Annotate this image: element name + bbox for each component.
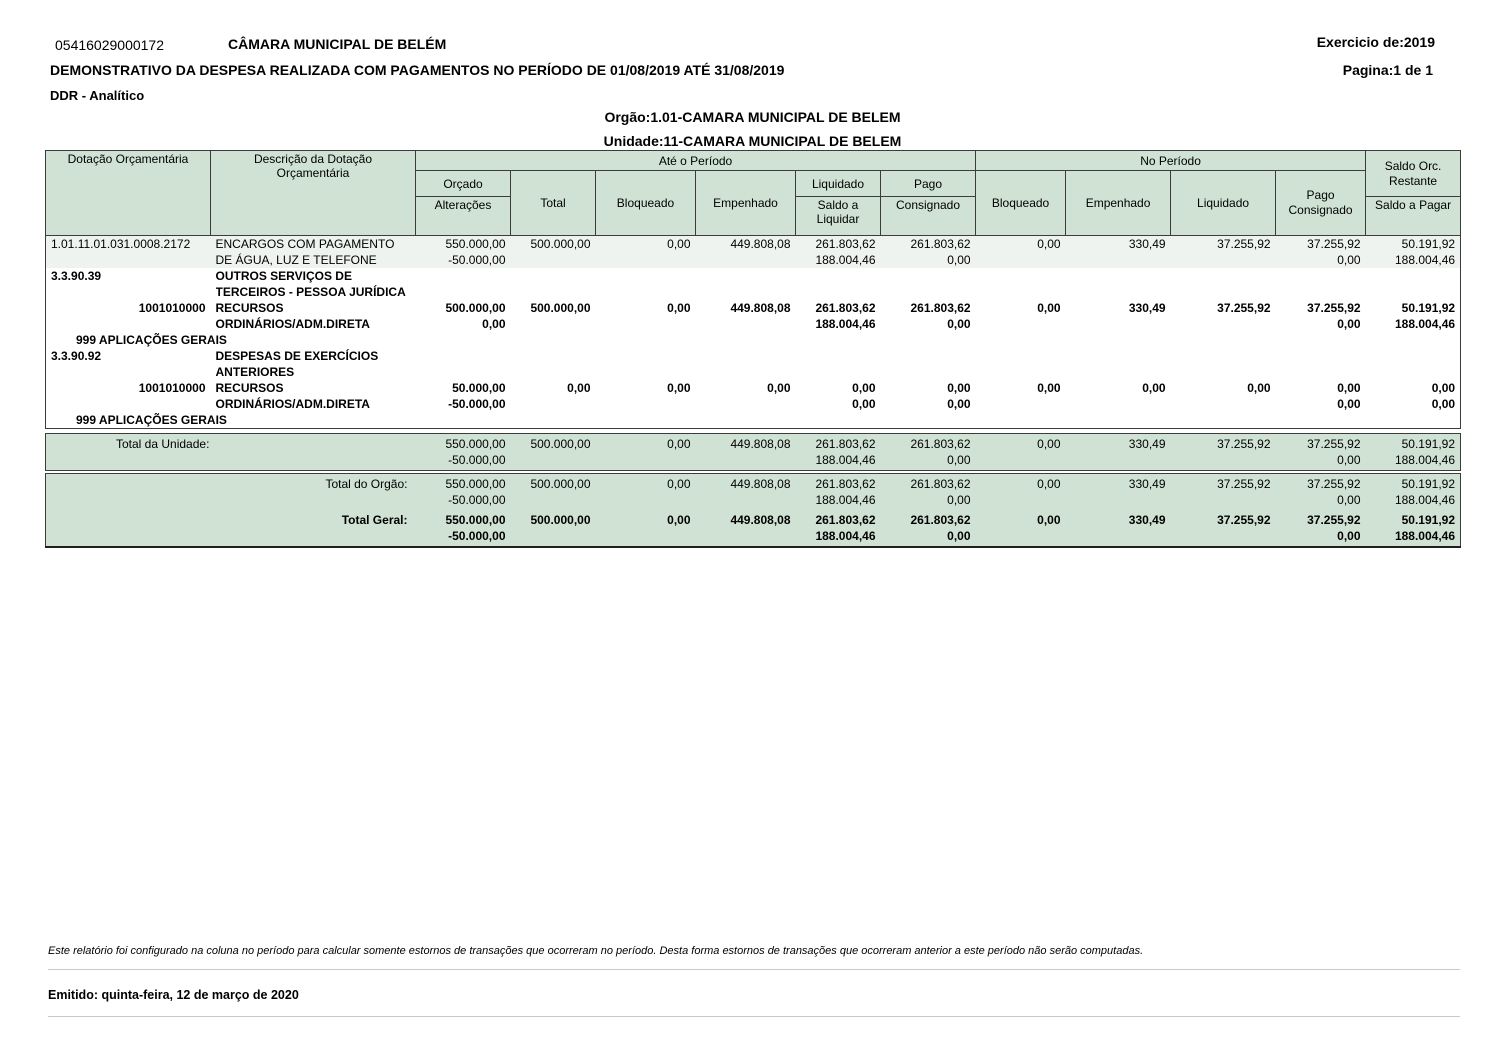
cell-bloqueado-no: 0,00 [1037, 237, 1061, 251]
totals-block-1 [46, 434, 1461, 471]
cell-empenhado-no: 330,49 [1128, 513, 1166, 527]
col-header-liquidado-no: Liquidado [1171, 171, 1276, 236]
cell-empenhado-ate: 0,00 [767, 381, 791, 395]
cell-bloqueado-ate: 0,00 [667, 237, 691, 251]
cell-liquidado-no: 37.255,92 [1217, 477, 1271, 491]
cell-empenhado-no: 330,49 [1128, 301, 1166, 315]
cell-orcado-alteracoes: 550.000,00 -50.000,00 [445, 237, 506, 267]
cell-liquidado-no: 0,00 [1247, 381, 1271, 395]
total-label: Total da Unidade: [116, 437, 210, 451]
document-number: 05416029000172 [55, 37, 165, 53]
cell-orcado-alteracoes [416, 332, 511, 348]
cell-total [511, 348, 596, 380]
cell-total [511, 412, 596, 429]
cell-pago-no: 37.255,92 0,00 [1307, 301, 1361, 331]
cell-liquidado-ate: 261.803,62 188.004,46 [815, 237, 876, 267]
orgao-line: Orgão:1.01-CAMARA MUNICIPAL DE BELEM [604, 109, 901, 125]
col-header-total: Total [511, 171, 596, 236]
cell-saldo-restante: 50.191,92 188.004,46 [1395, 237, 1456, 267]
cell-pago-no: 37.255,92 0,00 [1307, 237, 1361, 267]
cell-orcado-alteracoes: 550.000,00 -50.000,00 [445, 513, 506, 543]
row-description: RECURSOS ORDINÁRIOS/ADM.DIRETA [215, 301, 370, 331]
cell-liquidado-ate [796, 412, 881, 429]
cell-orcado-alteracoes [416, 348, 511, 380]
cell-pago-no [1276, 412, 1366, 429]
row-code: 1001010000 [138, 301, 206, 315]
row-description: RECURSOS ORDINÁRIOS/ADM.DIRETA [215, 381, 370, 411]
cell-pago-no: 0,00 0,00 [1337, 381, 1361, 411]
entity-name: CÂMARA MUNICIPAL DE BELÉM [228, 36, 447, 52]
cell-empenhado-ate: 449.808,08 [730, 301, 791, 315]
cell-saldo-restante: 0,00 0,00 [1431, 381, 1456, 411]
total-label: Total Geral: [341, 513, 408, 527]
cell-liquidado-no: 37.255,92 [1217, 513, 1271, 527]
cell-total: 500.000,00 [530, 477, 591, 491]
cell-empenhado-no: 330,49 [1128, 237, 1166, 251]
cell-empenhado-ate [696, 412, 796, 429]
totals-org-table [45, 473, 1461, 548]
col-header-liquidado-ate: Liquidado [796, 171, 881, 197]
cell-liquidado-ate: 261.803,62 188.004,46 [815, 437, 876, 467]
cell-saldo-restante: 50.191,92 188.004,46 [1394, 437, 1455, 467]
row-description: OUTROS SERVIÇOS DE TERCEIROS - PESSOA JURÍDICA [215, 269, 406, 299]
cell-bloqueado-no [976, 412, 1066, 429]
cell-bloqueado-no [976, 348, 1066, 380]
cell-pago-no: 37.255,92 0,00 [1307, 477, 1361, 507]
cell-pago-ate: 261.803,62 0,00 [910, 237, 971, 267]
cell-empenhado-no [1066, 332, 1171, 348]
page-number: Pagina:1 de 1 [1342, 62, 1433, 78]
cell-saldo-restante [1366, 348, 1461, 380]
col-header-empenhado-no: Empenhado [1066, 171, 1171, 236]
cell-pago-ate: 261.803,62 0,00 [910, 437, 971, 467]
col-header-pago-ate: Pago [881, 171, 976, 197]
cell-bloqueado-ate [596, 332, 696, 348]
cell-saldo-restante: 50.191,92 188.004,46 [1395, 301, 1456, 331]
cell-bloqueado-ate [596, 268, 696, 300]
cell-pago-no [1276, 268, 1366, 300]
cell-liquidado-no: 37.255,92 [1217, 437, 1271, 451]
cell-bloqueado-no: 0,00 [1037, 513, 1061, 527]
cell-pago-ate [881, 412, 976, 429]
row-description: DESPESAS DE EXERCÍCIOS ANTERIORES [215, 349, 379, 379]
col-header-saldo-orc-restante: Saldo Orc. Restante [1366, 151, 1461, 197]
cell-orcado-alteracoes: 50.000,00 -50.000,00 [448, 381, 506, 411]
emitted-date: Emitido: quinta-feira, 12 de março de 2020 [48, 988, 1460, 1017]
table-row [46, 412, 1461, 429]
cell-empenhado-no [1066, 348, 1171, 380]
cell-empenhado-ate [696, 348, 796, 380]
cell-empenhado-ate: 449.808,08 [730, 437, 791, 451]
cell-bloqueado-no [976, 332, 1066, 348]
col-header-alteracoes: Alterações [416, 197, 511, 236]
cell-total: 500.000,00 [530, 513, 591, 527]
cell-bloqueado-no: 0,00 [1037, 437, 1061, 451]
col-header-bloqueado-ate: Bloqueado [596, 171, 696, 236]
cell-saldo-restante [1366, 268, 1461, 300]
report-footnote: Este relatório foi configurado na coluna no período para calcular somente estornos de transações que ocorreram no período. Desta forma estornos de transações que ocorreram anterior a este período não serão computadas. [48, 945, 1460, 970]
cell-bloqueado-ate: 0,00 [667, 437, 691, 451]
col-header-descricao: Descrição da Dotação Orçamentária [211, 151, 416, 236]
cell-empenhado-no [1066, 268, 1171, 300]
total-row [46, 510, 1461, 547]
table-row [46, 236, 1461, 269]
col-header-saldo-a-pagar: Saldo a Pagar [1366, 197, 1461, 236]
cell-liquidado-no [1171, 412, 1276, 429]
totals-unit-table [45, 433, 1461, 471]
cell-bloqueado-ate [596, 348, 696, 380]
table-row [46, 348, 1461, 380]
table-body [46, 236, 1461, 429]
col-header-orcado: Orçado [416, 171, 511, 197]
cell-bloqueado-ate: 0,00 [667, 381, 691, 395]
row-code: 999 APLICAÇÕES GERAIS [76, 333, 227, 347]
cell-empenhado-no [1066, 412, 1171, 429]
row-description: ENCARGOS COM PAGAMENTO DE ÁGUA, LUZ E TELEFONE [215, 237, 395, 267]
cell-saldo-restante [1366, 412, 1461, 429]
cell-empenhado-ate: 449.808,08 [730, 477, 791, 491]
cell-pago-ate [881, 332, 976, 348]
cell-bloqueado-no [976, 268, 1066, 300]
cell-total: 500.000,00 [530, 437, 591, 451]
table-row [46, 300, 1461, 332]
cell-pago-no [1276, 332, 1366, 348]
total-row [46, 474, 1461, 511]
cell-orcado-alteracoes [416, 412, 511, 429]
total-row [46, 434, 1461, 471]
cell-liquidado-no [1171, 268, 1276, 300]
cell-empenhado-ate: 449.808,08 [730, 237, 791, 251]
cell-pago-no: 37.255,92 0,00 [1307, 513, 1361, 543]
col-header-bloqueado-no: Bloqueado [976, 171, 1066, 236]
row-code: 1001010000 [138, 381, 206, 395]
cell-orcado-alteracoes: 550.000,00 -50.000,00 [445, 437, 506, 467]
table-row [46, 380, 1461, 412]
table-header [46, 151, 1461, 236]
cell-pago-ate: 261.803,62 0,00 [910, 477, 971, 507]
cell-orcado-alteracoes: 550.000,00 -50.000,00 [445, 477, 506, 507]
cell-pago-ate: 261.803,62 0,00 [910, 301, 971, 331]
cell-empenhado-ate: 449.808,08 [730, 513, 791, 527]
cell-liquidado-no: 37.255,92 [1217, 301, 1271, 315]
totals-block-2 [46, 474, 1461, 548]
cell-bloqueado-ate: 0,00 [667, 477, 691, 491]
cell-empenhado-ate [696, 268, 796, 300]
cell-total: 500.000,00 [530, 301, 591, 315]
cell-orcado-alteracoes [416, 268, 511, 300]
cell-liquidado-ate: 261.803,62 188.004,46 [815, 477, 876, 507]
cell-liquidado-no [1171, 348, 1276, 380]
cell-bloqueado-no: 0,00 [1037, 301, 1061, 315]
cell-total [511, 268, 596, 300]
cell-total: 0,00 [567, 381, 591, 395]
row-code: 3.3.90.39 [51, 269, 102, 283]
cell-bloqueado-ate: 0,00 [667, 301, 691, 315]
cell-bloqueado-no: 0,00 [1037, 477, 1061, 491]
cell-saldo-restante [1366, 332, 1461, 348]
row-code: 1.01.11.01.031.0008.2172 [51, 237, 191, 251]
report-subtitle: DDR - Analítico [50, 88, 145, 103]
cell-pago-ate [881, 268, 976, 300]
cell-bloqueado-ate: 0,00 [667, 513, 691, 527]
table-row [46, 332, 1461, 348]
row-code: 999 APLICAÇÕES GERAIS [76, 413, 227, 427]
cell-pago-no [1276, 348, 1366, 380]
cell-liquidado-ate: 0,00 0,00 [852, 381, 876, 411]
col-header-empenhado-ate: Empenhado [696, 171, 796, 236]
unidade-line: Unidade:11-CAMARA MUNICIPAL DE BELEM [603, 133, 902, 149]
report-title: DEMONSTRATIVO DA DESPESA REALIZADA COM PAGAMENTOS NO PERÍODO DE 01/08/2019 ATÉ 31/08/2019 [50, 62, 785, 78]
cell-saldo-restante: 50.191,92 188.004,46 [1394, 477, 1455, 507]
cell-pago-ate [881, 348, 976, 380]
col-header-saldo-a-liquidar: Saldo a Liquidar [796, 197, 881, 236]
cell-empenhado-ate [696, 332, 796, 348]
col-group-no-periodo: No Período [976, 151, 1366, 171]
row-code: 3.3.90.92 [51, 349, 102, 363]
exercise-year: Exercicio de:2019 [1316, 34, 1435, 50]
cell-orcado-alteracoes: 500.000,00 0,00 [445, 301, 506, 331]
cell-liquidado-ate: 261.803,62 188.004,46 [815, 513, 876, 543]
cell-bloqueado-ate [596, 412, 696, 429]
table-row [46, 268, 1461, 300]
cell-total: 500.000,00 [530, 237, 591, 251]
col-header-consignado-ate: Consignado [881, 197, 976, 236]
cell-pago-ate: 261.803,62 0,00 [910, 513, 971, 543]
cell-pago-ate: 0,00 0,00 [947, 381, 971, 411]
total-label: Total do Orgão: [325, 477, 408, 491]
cell-liquidado-ate [796, 268, 881, 300]
cell-liquidado-ate [796, 348, 881, 380]
cell-saldo-restante: 50.191,92 188.004,46 [1394, 513, 1455, 543]
cell-total [511, 332, 596, 348]
cell-liquidado-no: 37.255,92 [1217, 237, 1271, 251]
report-table [45, 150, 1461, 429]
cell-empenhado-no: 330,49 [1128, 437, 1166, 451]
cell-empenhado-no: 0,00 [1142, 381, 1166, 395]
cell-pago-no: 37.255,92 0,00 [1307, 437, 1361, 467]
cell-bloqueado-no: 0,00 [1037, 381, 1061, 395]
col-group-ate-o-periodo: Até o Período [416, 151, 976, 171]
cell-liquidado-ate: 261.803,62 188.004,46 [815, 301, 876, 331]
cell-liquidado-no [1171, 332, 1276, 348]
col-header-pago-consignado-no: Pago Consignado [1276, 171, 1366, 236]
cell-liquidado-ate [796, 332, 881, 348]
col-header-dotacao: Dotação Orçamentária [46, 151, 211, 236]
cell-empenhado-no: 330,49 [1128, 477, 1166, 491]
